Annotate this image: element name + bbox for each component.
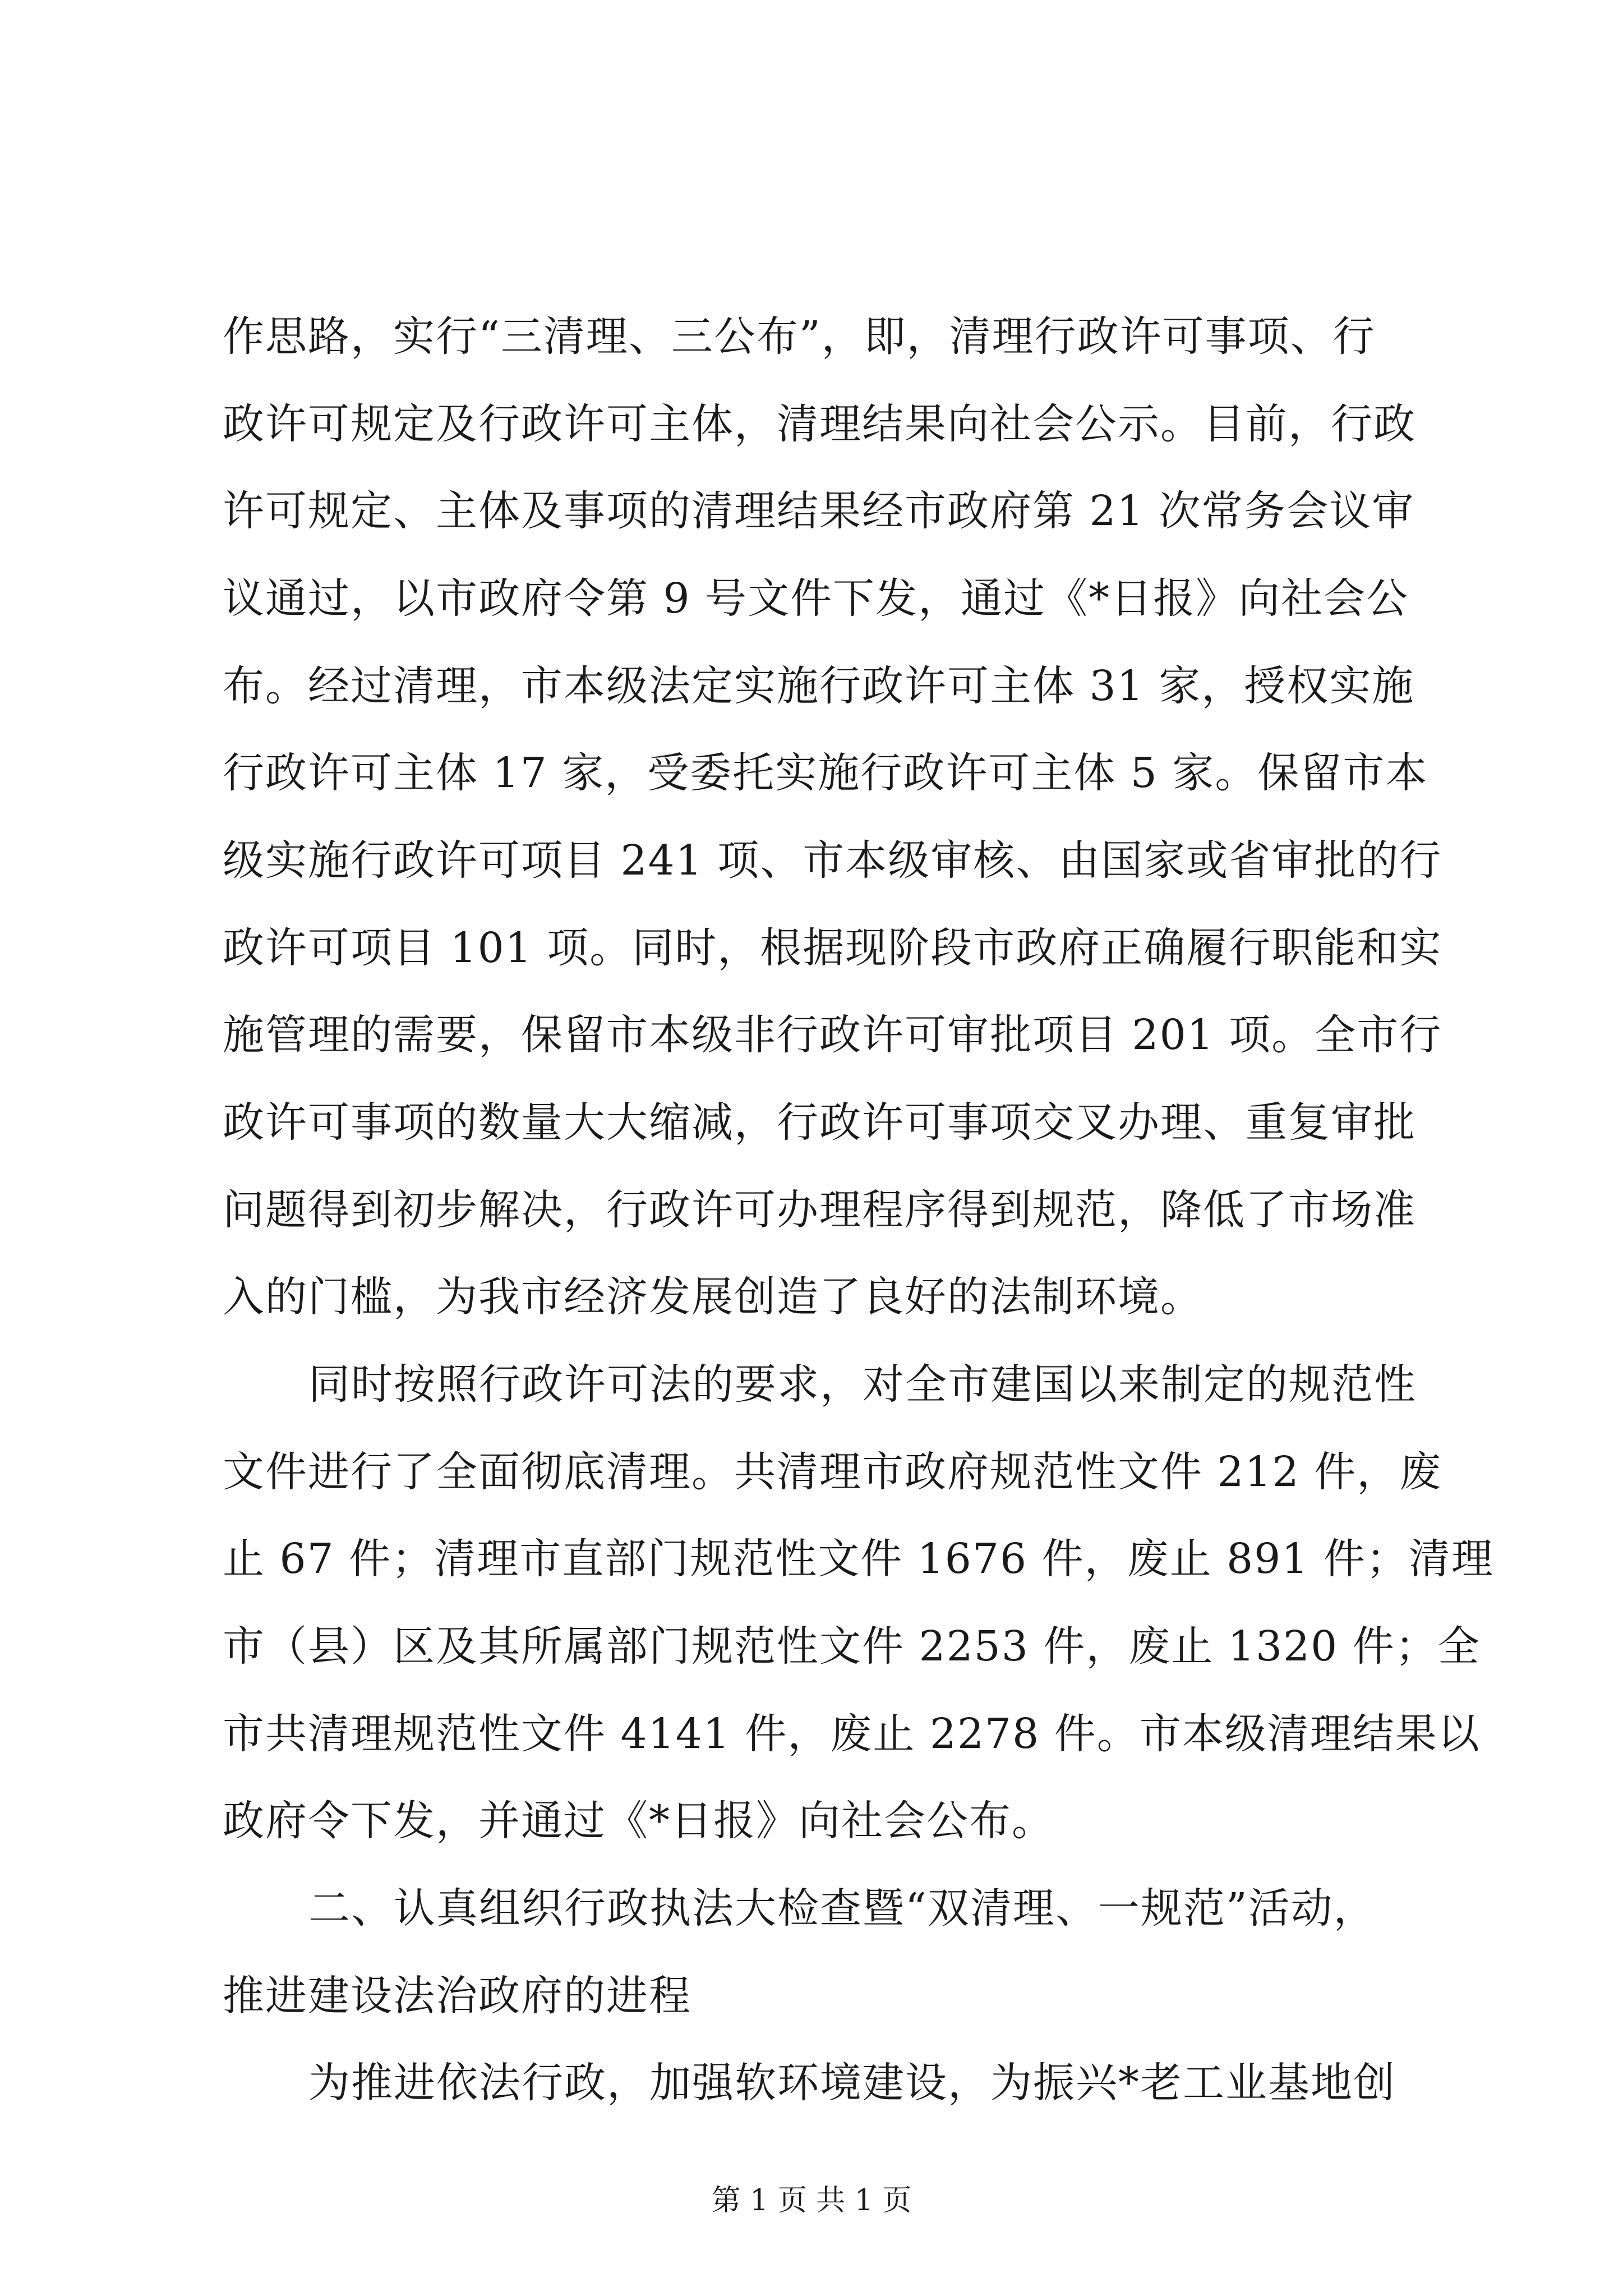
text-line: 政许可事项的数量大大缩减，行政许可事项交叉办理、重复审批 xyxy=(223,1098,1416,1147)
text-line: 布。经过清理，市本级法定实施行政许可主体 31 家，授权实施 xyxy=(223,662,1415,710)
text-line: 市共清理规范性文件 4141 件，废止 2278 件。市本级清理结果以 xyxy=(223,1710,1481,1758)
text-line: 止 67 件；清理市直部门规范性文件 1676 件，废止 891 件；清理 xyxy=(223,1535,1494,1583)
text-line: 文件进行了全面彻底清理。共清理市政府规范性文件 212 件，废 xyxy=(223,1448,1442,1496)
page-footer: 第 1 页 共 1 页 xyxy=(711,2184,912,2217)
text-line: 问题得到初步解决，行政许可办理程序得到规范，降低了市场准 xyxy=(223,1186,1416,1234)
text-line: 许可规定、主体及事项的清理结果经市政府第 21 次常务会议审 xyxy=(223,487,1415,535)
text-line: 施管理的需要，保留市本级非行政许可审批项目 201 项。全市行 xyxy=(223,1011,1442,1059)
text-line: 级实施行政许可项目 241 项、市本级审核、由国家或省审批的行 xyxy=(223,836,1442,885)
section-heading: 二、认真组织行政执法大检查暨“双清理、一规范”活动， xyxy=(308,1884,1376,1932)
text-line: 政许可规定及行政许可主体，清理结果向社会公示。目前，行政 xyxy=(223,400,1416,448)
section-heading-continued: 推进建设法治政府的进程 xyxy=(223,1972,691,2020)
text-line: 议通过，以市政府令第 9 号文件下发，通过《*日报》向社会公 xyxy=(223,574,1409,623)
text-line: 市（县）区及其所属部门规范性文件 2253 件，废止 1320 件；全 xyxy=(223,1622,1481,1671)
paragraph-first-line: 同时按照行政许可法的要求，对全市建国以来制定的规范性 xyxy=(308,1360,1417,1409)
text-line: 作思路，实行“三清理、三公布”，即，清理行政许可事项、行 xyxy=(223,312,1376,361)
text-line: 政许可项目 101 项。同时，根据现阶段市政府正确履行职能和实 xyxy=(223,924,1442,972)
text-line: 政府令下发，并通过《*日报》向社会公布。 xyxy=(223,1797,1054,1845)
paragraph-first-line: 为推进依法行政，加强软环境建设，为振兴*老工业基地创 xyxy=(308,2059,1396,2107)
text-line: 入的门槛，为我市经济发展创造了良好的法制环境。 xyxy=(223,1273,1203,1321)
text-line: 行政许可主体 17 家，受委托实施行政许可主体 5 家。保留市本 xyxy=(223,749,1428,797)
